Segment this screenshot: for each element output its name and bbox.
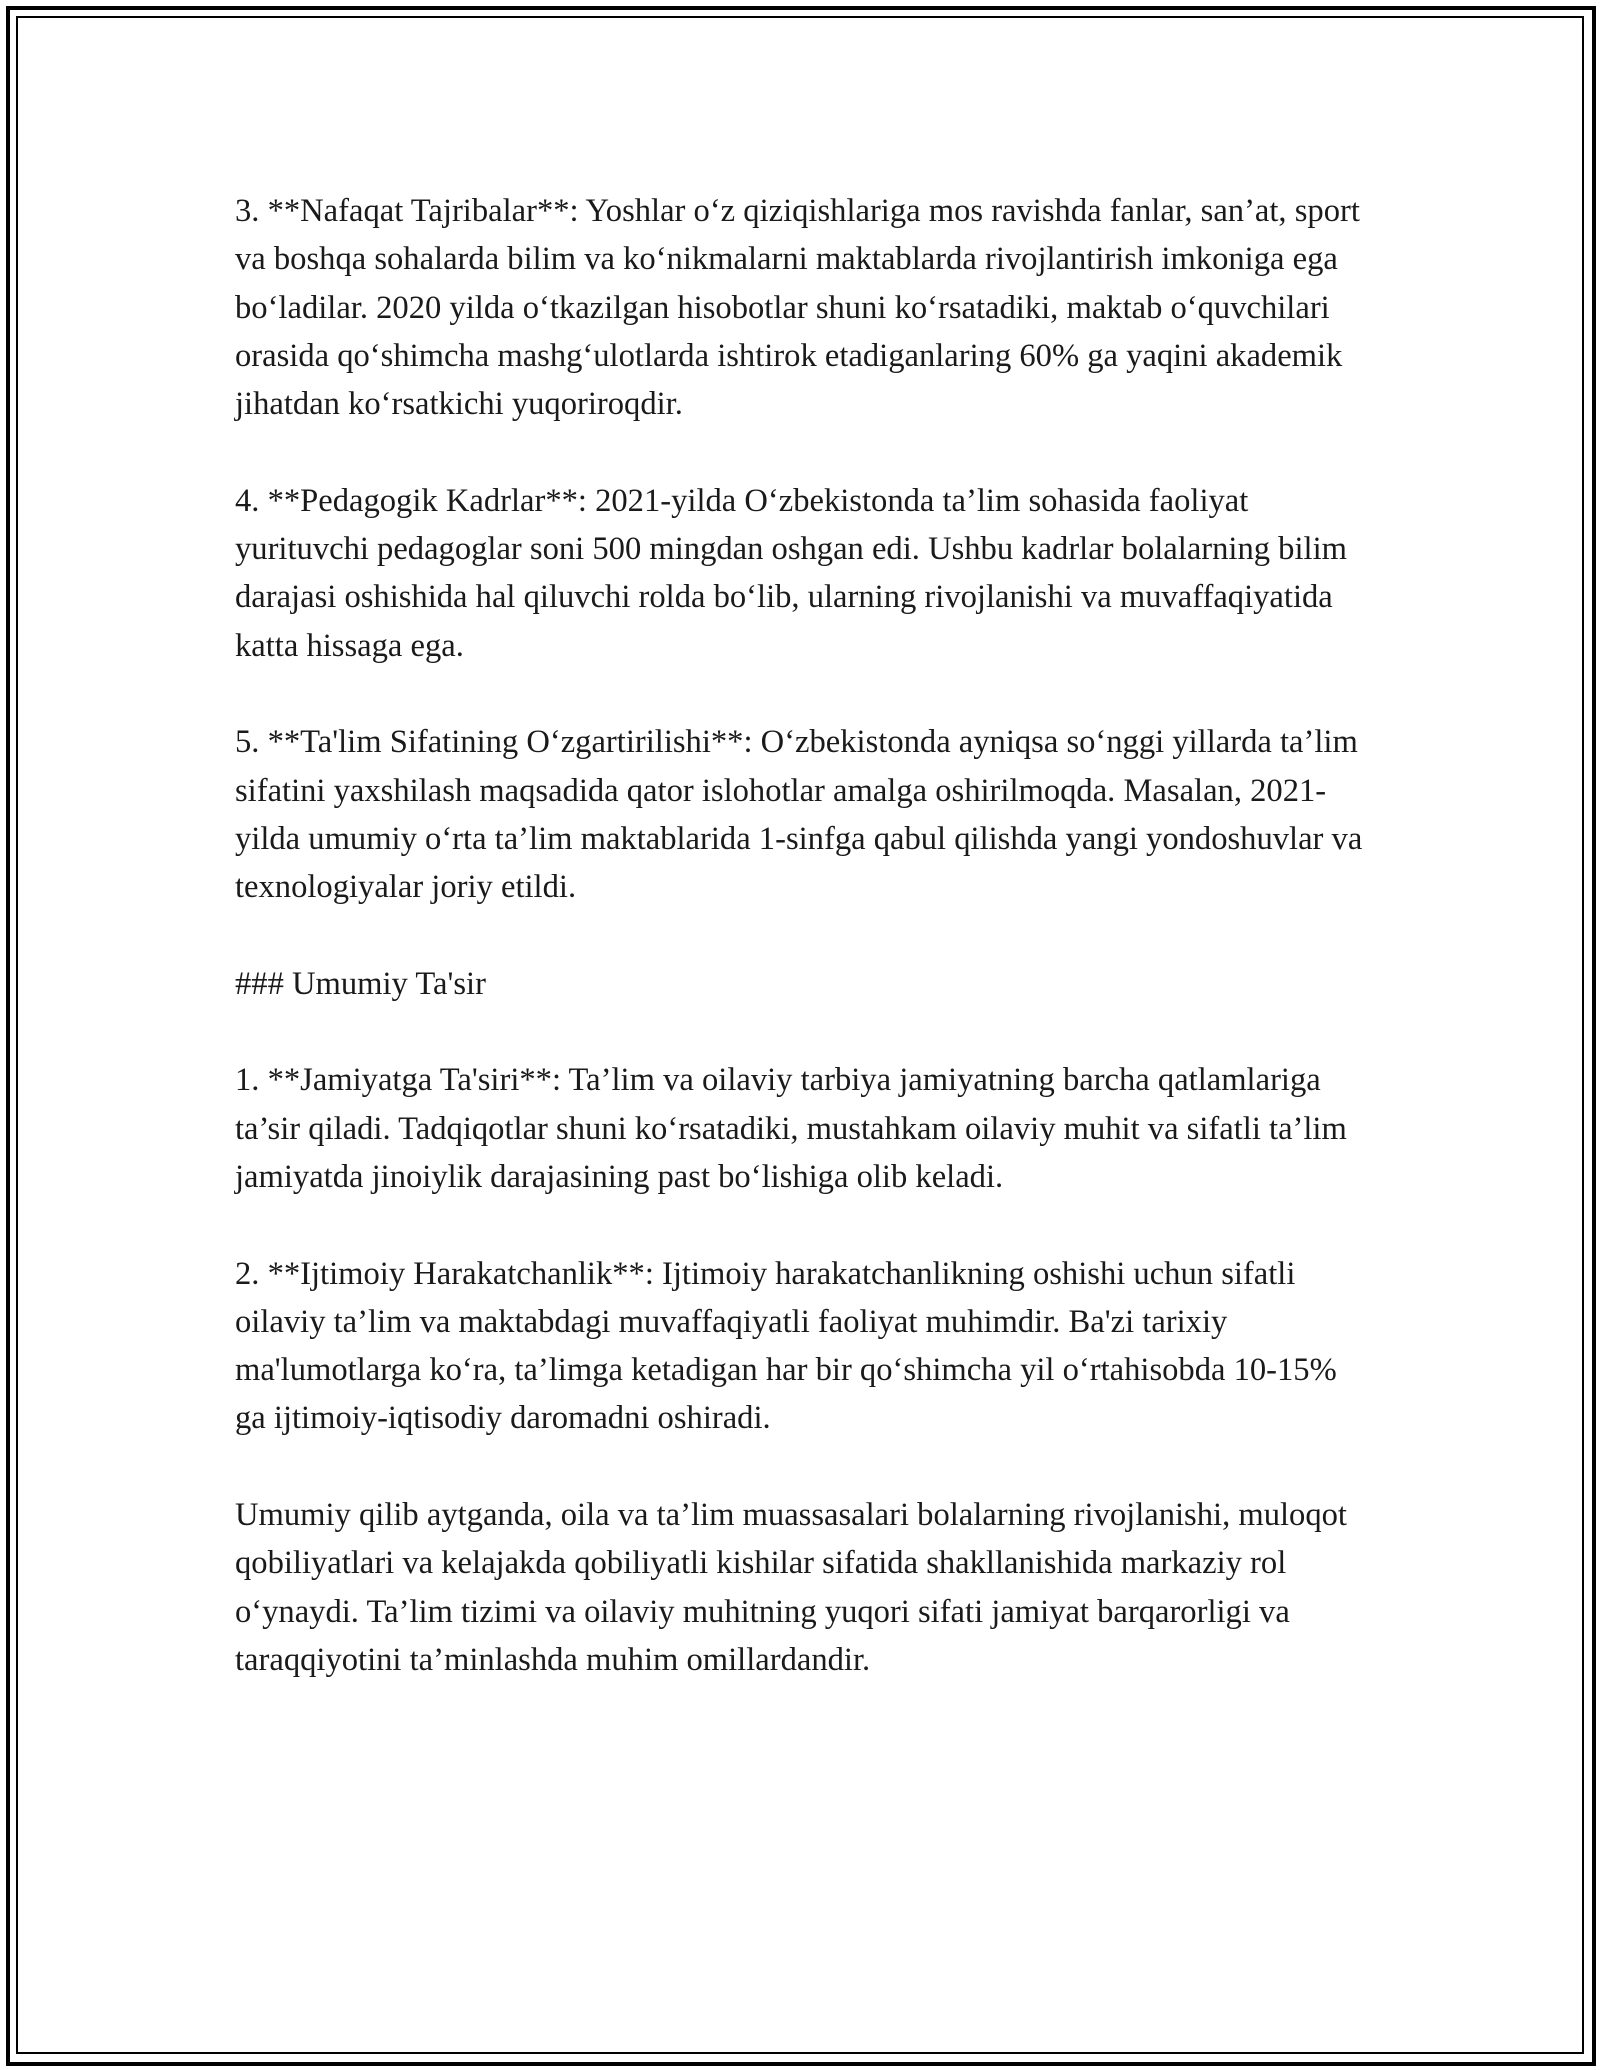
paragraph-conclusion: Umumiy qilib aytganda, oila va ta’lim muassasalari bolalarning rivojlanishi, muloqot qobiliyatlari va kelajakda qobiliyatli kishilar sifatida shakllanishida markaziy rol o‘ynaydi. Ta’lim tizimi va oilaviy muhitning yuqori sifati jamiyat barqarorligi va taraqqiyotini ta’minlashda muhim omillardandir. (235, 1497, 1347, 1678)
paragraph-ijtimoiy-harakatchanlik: 2. **Ijtimoiy Harakatchanlik**: Ijtimoiy harakatchanlikning oshishi uchun sifatli oilaviy ta’lim va maktabdagi muvaffaqiyatli faoliyat muhimdir. Ba'zi tarixiy ma'lumotlarga ko‘ra, ta’limga ketadigan har bir qo‘shimcha yil o‘rtahisobda 10-15% ga ijtimoiy-iqtisodiy daromadni oshiradi. (235, 1255, 1337, 1437)
paragraph-jamiyatga-tasiri: 1. **Jamiyatga Ta'siri**: Ta’lim va oilaviy tarbiya jamiyatning barcha qatlamlariga ta’sir qiladi. Tadqiqotlar shuni ko‘rsatadiki, mustahkam oilaviy muhit va sifatli ta’lim jamiyatda jinoiylik darajasining past bo‘lishiga olib keladi. (235, 1062, 1347, 1195)
paragraph-talim-sifati: 5. **Ta'lim Sifatining O‘zgartirilishi**: O‘zbekistonda ayniqsa so‘nggi yillarda ta’lim sifatini yaxshilash maqsadida qator islohotlar amalga oshirilmoqda. Masalan, 2021-yilda umumiy o‘rta ta’lim maktablarida 1-sinfga qabul qilishda yangi yondoshuvlar va texnologiyalar joriy etildi. (235, 724, 1363, 906)
paragraph-nafaqat-tajribalar: 3. **Nafaqat Tajribalar**: Yoshlar o‘z qiziqishlariga mos ravishda fanlar, san’at, sport va boshqa sohalarda bilim va ko‘nikmalarni maktablarda rivojlantirish imkoniga ega bo‘ladilar. 2020 yilda o‘tkazilgan hisobotlar shuni ko‘rsatadiki, maktab o‘quvchilari orasida qo‘shimcha mashg‘ulotlarda ishtirok etadiganlaring 60% ga yaqini akademik jihatdan ko‘rsatkichi yuqoriroqdir. (235, 193, 1360, 423)
section-heading-umumiy-tasir: ### Umumiy Ta'sir (235, 965, 486, 1002)
paragraph-pedagogik-kadrlar: 4. **Pedagogik Kadrlar**: 2021-yilda O‘zbekistonda ta’lim sohasida faoliyat yurituvchi pedagoglar soni 500 mingdan oshgan edi. Ushbu kadrlar bolalarning bilim darajasi oshishida hal qiluvchi rolda bo‘lib, ularning rivojlanishi va muvaffaqiyatida katta hissaga ega. (235, 482, 1347, 664)
document-body (235, 187, 1365, 1733)
